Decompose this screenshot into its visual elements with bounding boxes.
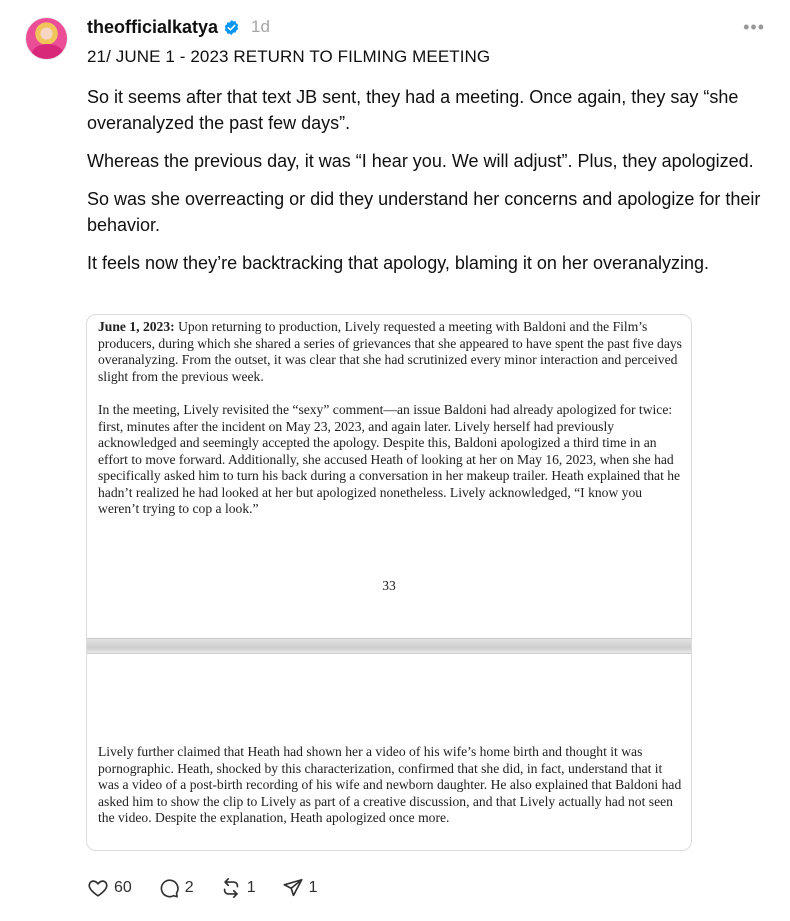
more-options-button[interactable]: ••• bbox=[743, 17, 765, 37]
verified-badge-icon bbox=[223, 19, 240, 36]
post-time: 1d bbox=[251, 17, 270, 36]
like-button[interactable] bbox=[87, 877, 132, 899]
send-icon bbox=[282, 877, 304, 899]
action-bar bbox=[87, 877, 344, 899]
document-paragraph bbox=[98, 319, 682, 385]
document-image[interactable] bbox=[86, 314, 692, 851]
post-paragraph: Whereas the previous day, it was “I hear you. We will adjust”. Plus, they apologized. bbox=[87, 151, 754, 171]
repost-icon bbox=[220, 877, 242, 899]
like-count: 60 bbox=[114, 879, 132, 896]
document-text: Upon returning to production, Lively requested a meeting with Baldoni and the Film’s producers, during which she shared a series of grievances that she appeared to have spent the past five days overanalyzing. From the outset, it was clear that she had scrutinized every minor interaction and perceived slight from the previous week. bbox=[98, 319, 682, 384]
username[interactable]: theofficialkatya bbox=[87, 16, 219, 37]
share-count: 1 bbox=[308, 879, 318, 896]
page-number: 33 bbox=[382, 578, 396, 593]
post-paragraph: It feels now they’re backtracking that apology, blaming it on her overanalyzing. bbox=[87, 253, 710, 273]
comment-icon bbox=[158, 877, 180, 899]
post-header bbox=[87, 15, 270, 39]
repost-button[interactable] bbox=[220, 877, 256, 899]
share-button[interactable] bbox=[282, 877, 318, 899]
repost-count: 1 bbox=[246, 879, 256, 896]
post-body bbox=[87, 84, 767, 288]
post-paragraph: So it seems after that text JB sent, they had a meeting. Once again, they say “she overanalyzed the past few days”. bbox=[87, 87, 739, 133]
avatar[interactable] bbox=[25, 17, 68, 60]
document-paragraph: In the meeting, Lively revisited the “sexy” comment—an issue Baldoni had already apologized for twice: first, minutes after the incident on May 23, 2023, and again later. Lively herself had previously acknowledged and seemingly accepted the apology. Despite this, Baldoni apologized a third time in an effort to move forward. Additionally, she accused Heath of looking at her on May 16, 2023, when she had specifically asked him to turn his back during a conversation in her makeup trailer. Heath explained that he hadn’t realized he had looked at her but apologized nonetheless. Lively acknowledged, “I know you weren’t trying to cop a look.” bbox=[98, 402, 681, 516]
page-divider bbox=[87, 638, 691, 654]
reply-count: 2 bbox=[184, 879, 194, 896]
post-paragraph: So was she overreacting or did they understand her concerns and apologize for their behavior. bbox=[87, 189, 761, 235]
document-paragraph: Lively further claimed that Heath had shown her a video of his wife’s home birth and thought it was pornographic. Heath, shocked by this characterization, confirmed that she did, in fact, understand that it was a video of a post-birth recording of his wife and newborn daughter. He also explained that Baldoni had asked him to show the clip to Lively as part of a creative discussion, and that Lively actually had not seen the video. Despite the explanation, Heath apologized once more. bbox=[98, 744, 682, 825]
heart-icon bbox=[87, 877, 109, 899]
reply-button[interactable] bbox=[158, 877, 194, 899]
document-date: June 1, 2023: bbox=[98, 319, 175, 334]
document-page bbox=[87, 315, 691, 638]
post-title: 21/ JUNE 1 - 2023 RETURN TO FILMING MEETING bbox=[87, 47, 491, 66]
